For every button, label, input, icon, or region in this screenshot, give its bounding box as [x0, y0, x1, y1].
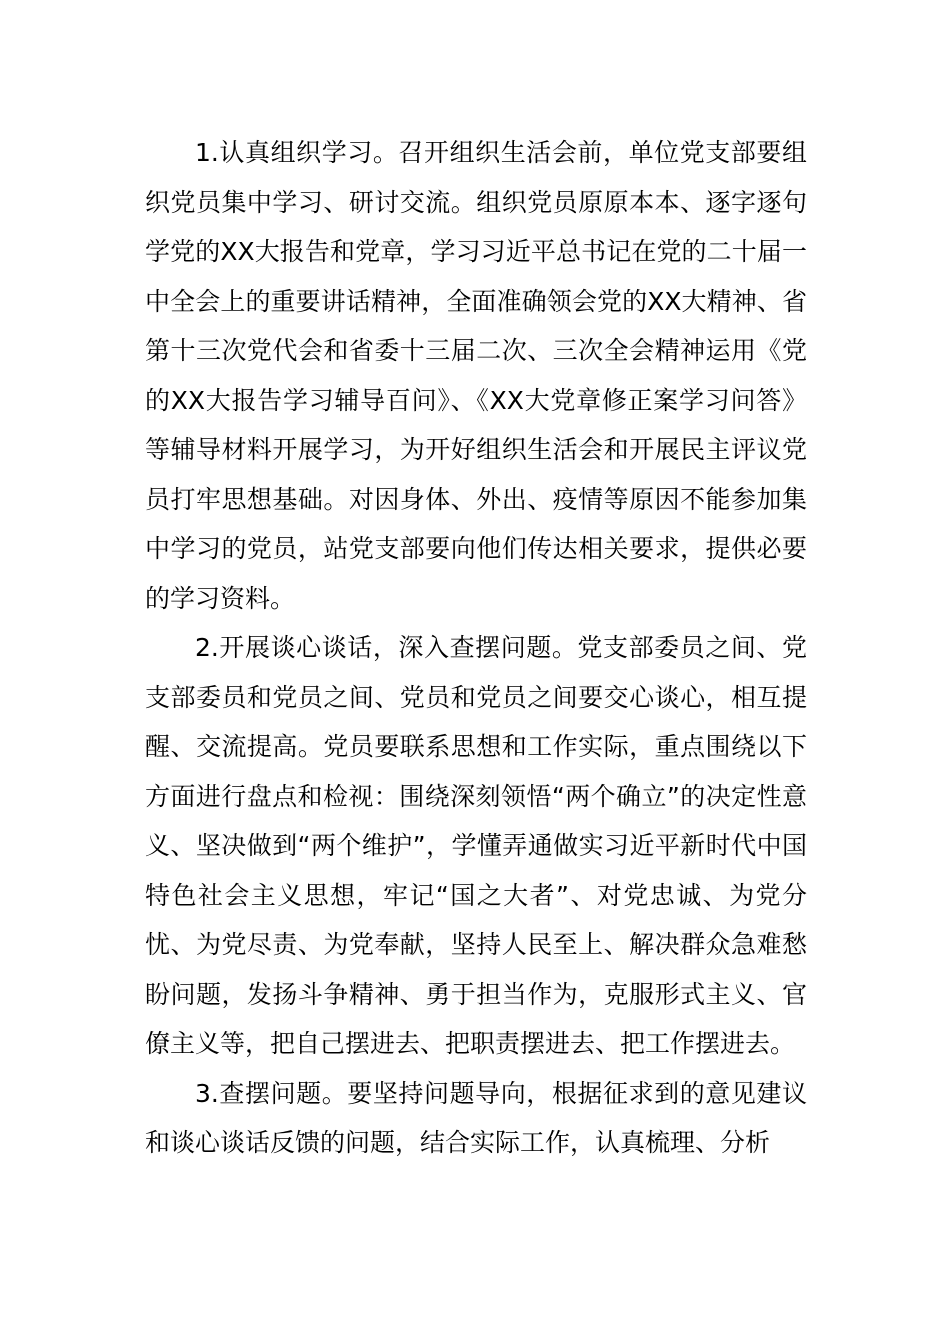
paragraph-heart-talk: 2.开展谈心谈话，深入查摆问题。党支部委员之间、党支部委员和党员之间、党员和党员之间要交心谈心，相互提醒、交流提高。党员要联系思想和工作实际，重点围绕以下方面进行盘点和检视：围绕深刻领悟“两个确立”的决定性意义、坚决做到“两个维护”，学懂弄通做实习近平新时代中国特色社会主义思想，牢记“国之大者”、对党忠诚、为党分忧、为党尽责、为党奉献，坚持人民至上、解决群众急难愁盼问题，发扬斗争精神、勇于担当作为，克服形式主义、官僚主义等，把自己摆进去、把职责摆进去、把工作摆进去。	[145, 633, 807, 1058]
paragraph-find-problems: 3.查摆问题。要坚持问题导向，根据征求到的意见建议和谈心谈话反馈的问题，结合实际工作，认真梳理、分析	[145, 1078, 807, 1157]
document-body	[145, 128, 807, 1168]
paragraph-study: 1.认真组织学习。召开组织生活会前，单位党支部要组织党员集中学习、研讨交流。组织党员原原本本、逐字逐句学党的XX大报告和党章，学习习近平总书记在党的二十届一中全会上的重要讲话精神，全面准确领会党的XX大精神、省第十三次党代会和省委十三届二次、三次全会精神运用《党的XX大报告学习辅导百问》、《XX大党章修正案学习问答》等辅导材料开展学习，为开好组织生活会和开展民主评议党员打牢思想基础。对因身体、外出、疫情等原因不能参加集中学习的党员，站党支部要向他们传达相关要求，提供必要的学习资料。	[145, 138, 807, 613]
